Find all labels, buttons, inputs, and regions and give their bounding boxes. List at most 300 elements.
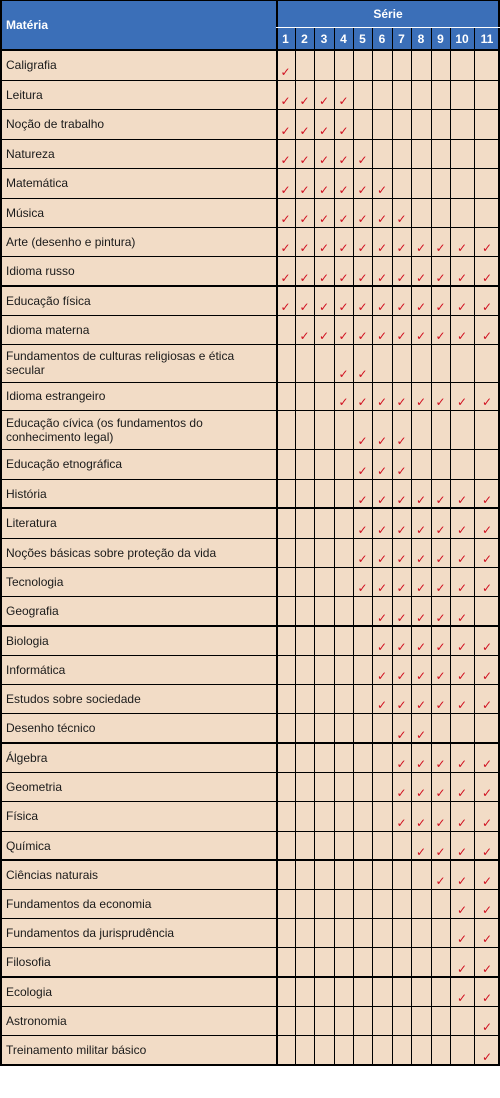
grade-cell <box>314 655 334 684</box>
grade-cell <box>276 889 295 918</box>
check-icon: ✓ <box>299 124 310 138</box>
grade-cell <box>295 538 314 567</box>
check-icon: ✓ <box>415 611 427 625</box>
grade-cell <box>372 626 392 655</box>
check-icon: ✓ <box>280 241 291 255</box>
grade-cell <box>295 801 314 831</box>
check-icon: ✓ <box>396 271 407 285</box>
check-icon: ✓ <box>318 241 330 255</box>
check-icon: ✓ <box>481 395 493 409</box>
grade-cell <box>450 315 474 344</box>
grade-cell <box>334 227 353 256</box>
grade-cell <box>474 801 500 831</box>
grade-cell <box>353 1035 372 1065</box>
grade-cell <box>372 315 392 344</box>
subject-label: Geometria <box>0 772 276 801</box>
grade-cell <box>276 1006 295 1035</box>
check-icon: ✓ <box>415 329 427 343</box>
grade-cell <box>334 655 353 684</box>
grade-cell <box>314 344 334 382</box>
check-icon: ✓ <box>415 552 427 566</box>
check-icon: ✓ <box>456 300 468 314</box>
grid-line-horizontal <box>0 596 500 597</box>
grade-cell <box>314 1035 334 1065</box>
grade-cell <box>334 286 353 315</box>
grade-cell <box>392 508 411 538</box>
grade-cell <box>431 286 450 315</box>
check-icon: ✓ <box>415 786 427 800</box>
grade-cell <box>276 860 295 889</box>
grade-cell <box>392 449 411 479</box>
grade-cell <box>411 713 431 743</box>
grade-cell <box>431 139 450 168</box>
grade-cell <box>372 344 392 382</box>
subject-label: Química <box>0 831 276 860</box>
grade-header: Série <box>276 0 500 27</box>
grade-cell <box>431 256 450 286</box>
subject-label: Fundamentos da economia <box>0 889 276 918</box>
grade-cell <box>353 479 372 508</box>
grade-cell <box>276 315 295 344</box>
grade-cell <box>276 655 295 684</box>
check-icon: ✓ <box>396 212 407 226</box>
grade-cell <box>431 684 450 713</box>
check-icon: ✓ <box>280 94 291 108</box>
grade-cell <box>353 198 372 227</box>
grade-cell <box>392 801 411 831</box>
grid-line-horizontal <box>0 947 500 948</box>
check-icon: ✓ <box>435 874 446 888</box>
grade-cell <box>450 256 474 286</box>
grade-cell <box>474 198 500 227</box>
grade-cell <box>276 977 295 1006</box>
grade-cell <box>392 109 411 139</box>
check-icon: ✓ <box>318 94 330 108</box>
grade-cell <box>372 684 392 713</box>
grid-line-horizontal <box>0 831 500 832</box>
check-icon: ✓ <box>357 183 368 197</box>
check-icon: ✓ <box>357 329 368 343</box>
check-icon: ✓ <box>318 300 330 314</box>
check-icon: ✓ <box>456 640 468 654</box>
grade-cell <box>372 1006 392 1035</box>
check-icon: ✓ <box>481 845 493 859</box>
check-icon: ✓ <box>318 124 330 138</box>
grade-cell <box>372 227 392 256</box>
grid-line-horizontal <box>0 227 500 228</box>
grade-cell <box>295 918 314 947</box>
grade-cell <box>314 109 334 139</box>
grid-line-horizontal <box>0 507 500 509</box>
subject-header: Matéria <box>0 0 276 50</box>
grade-cell <box>474 596 500 626</box>
grade-cell <box>411 1035 431 1065</box>
grade-cell <box>392 889 411 918</box>
grade-cell <box>353 831 372 860</box>
grade-cell <box>474 977 500 1006</box>
check-icon: ✓ <box>376 669 388 683</box>
grid-line-horizontal <box>0 538 500 539</box>
grade-cell <box>392 256 411 286</box>
check-icon: ✓ <box>435 640 446 654</box>
grade-cell <box>353 538 372 567</box>
grade-cell <box>295 139 314 168</box>
grid-line-horizontal <box>0 713 500 714</box>
grade-cell <box>450 772 474 801</box>
grid-line-horizontal <box>0 918 500 919</box>
check-icon: ✓ <box>338 124 349 138</box>
grade-cell <box>372 889 392 918</box>
check-icon: ✓ <box>481 581 493 595</box>
check-icon: ✓ <box>376 698 388 712</box>
grade-cell <box>314 918 334 947</box>
grade-cell <box>334 449 353 479</box>
grid-line-vertical <box>295 27 296 1065</box>
grid-line-vertical <box>276 0 278 1065</box>
grade-cell <box>353 567 372 596</box>
check-icon: ✓ <box>396 611 407 625</box>
grade-cell <box>411 889 431 918</box>
grade-cell <box>276 801 295 831</box>
grade-cell <box>276 198 295 227</box>
check-icon: ✓ <box>396 698 407 712</box>
grade-cell <box>411 256 431 286</box>
check-icon: ✓ <box>299 153 310 167</box>
check-icon: ✓ <box>280 65 291 79</box>
subject-label: Idioma russo <box>0 256 276 286</box>
grade-number-7: 7 <box>392 27 411 50</box>
check-icon: ✓ <box>338 329 349 343</box>
grade-cell <box>314 410 334 449</box>
grade-cell <box>474 508 500 538</box>
grade-cell <box>334 382 353 410</box>
grade-cell <box>474 80 500 109</box>
grade-cell <box>411 198 431 227</box>
grade-cell <box>450 449 474 479</box>
grid-line-horizontal <box>0 80 500 81</box>
grade-cell <box>276 772 295 801</box>
grade-cell <box>276 1035 295 1065</box>
grade-cell <box>295 743 314 772</box>
grade-cell <box>392 198 411 227</box>
check-icon: ✓ <box>415 640 427 654</box>
grade-cell <box>295 772 314 801</box>
grade-cell <box>474 382 500 410</box>
grade-cell <box>474 1006 500 1035</box>
check-icon: ✓ <box>435 757 446 771</box>
grade-cell <box>474 889 500 918</box>
grade-cell <box>334 508 353 538</box>
grade-cell <box>372 977 392 1006</box>
grade-cell <box>372 80 392 109</box>
grade-cell <box>450 227 474 256</box>
grade-cell <box>431 947 450 977</box>
subject-label: Álgebra <box>0 743 276 772</box>
grade-cell <box>450 889 474 918</box>
grade-cell <box>431 508 450 538</box>
grade-cell <box>372 918 392 947</box>
subject-label: Matemática <box>0 168 276 198</box>
grade-cell <box>276 256 295 286</box>
check-icon: ✓ <box>280 153 291 167</box>
grade-cell <box>411 449 431 479</box>
grade-cell <box>431 626 450 655</box>
grade-cell <box>334 198 353 227</box>
check-icon: ✓ <box>280 183 291 197</box>
grade-cell <box>431 860 450 889</box>
grade-cell <box>392 410 411 449</box>
check-icon: ✓ <box>415 728 427 742</box>
grade-cell <box>334 831 353 860</box>
grid-line-horizontal <box>0 625 500 627</box>
grade-cell <box>411 655 431 684</box>
grade-cell <box>314 50 334 80</box>
check-icon: ✓ <box>376 611 388 625</box>
check-icon: ✓ <box>456 962 468 976</box>
grade-cell <box>392 567 411 596</box>
check-icon: ✓ <box>481 552 493 566</box>
grade-cell <box>450 410 474 449</box>
check-icon: ✓ <box>435 493 446 507</box>
subject-label: Idioma materna <box>0 315 276 344</box>
check-icon: ✓ <box>481 757 493 771</box>
grade-cell <box>353 860 372 889</box>
grade-cell <box>276 168 295 198</box>
check-icon: ✓ <box>456 932 468 946</box>
grade-cell <box>392 831 411 860</box>
grade-cell <box>276 918 295 947</box>
grade-cell <box>392 626 411 655</box>
check-icon: ✓ <box>481 493 493 507</box>
grid-line-vertical <box>372 27 373 1065</box>
grade-cell <box>431 168 450 198</box>
check-icon: ✓ <box>396 329 407 343</box>
grade-cell <box>353 977 372 1006</box>
check-icon: ✓ <box>376 523 388 537</box>
subject-label: Caligrafia <box>0 50 276 80</box>
grade-cell <box>392 382 411 410</box>
check-icon: ✓ <box>376 329 388 343</box>
grid-line-vertical <box>474 27 475 1065</box>
grade-cell <box>372 139 392 168</box>
grid-line-horizontal <box>0 1035 500 1036</box>
grid-line-horizontal <box>0 684 500 685</box>
grade-cell <box>276 382 295 410</box>
grade-cell <box>314 947 334 977</box>
check-icon: ✓ <box>396 640 407 654</box>
grid-line-horizontal <box>0 449 500 450</box>
grade-cell <box>334 109 353 139</box>
check-icon: ✓ <box>376 300 388 314</box>
grade-cell <box>372 947 392 977</box>
check-icon: ✓ <box>481 816 493 830</box>
grade-cell <box>334 410 353 449</box>
check-icon: ✓ <box>435 669 446 683</box>
grade-cell <box>276 139 295 168</box>
check-icon: ✓ <box>376 271 388 285</box>
check-icon: ✓ <box>481 786 493 800</box>
check-icon: ✓ <box>435 395 446 409</box>
grade-cell <box>334 860 353 889</box>
grid-line-horizontal <box>0 344 500 345</box>
check-icon: ✓ <box>376 183 388 197</box>
check-icon: ✓ <box>481 241 493 255</box>
grade-cell <box>295 626 314 655</box>
check-icon: ✓ <box>456 845 468 859</box>
check-icon: ✓ <box>357 523 368 537</box>
check-icon: ✓ <box>338 395 349 409</box>
check-icon: ✓ <box>396 493 407 507</box>
grade-cell <box>450 286 474 315</box>
check-icon: ✓ <box>481 698 493 712</box>
check-icon: ✓ <box>338 241 349 255</box>
grade-cell <box>431 801 450 831</box>
grade-cell <box>431 772 450 801</box>
subject-label: Educação etnográfica <box>0 449 276 479</box>
grade-cell <box>314 626 334 655</box>
grade-cell <box>314 382 334 410</box>
subject-label: Noção de trabalho <box>0 109 276 139</box>
grade-cell <box>314 449 334 479</box>
grade-cell <box>353 626 372 655</box>
grade-cell <box>431 713 450 743</box>
subject-label: Física <box>0 801 276 831</box>
check-icon: ✓ <box>415 698 427 712</box>
grade-cell <box>411 918 431 947</box>
grade-cell <box>334 479 353 508</box>
check-icon: ✓ <box>299 183 310 197</box>
grade-cell <box>353 655 372 684</box>
grade-cell <box>392 315 411 344</box>
grade-cell <box>372 538 392 567</box>
subject-label: Noções básicas sobre proteção da vida <box>0 538 276 567</box>
subject-label: Arte (desenho e pintura) <box>0 227 276 256</box>
grade-cell <box>295 508 314 538</box>
check-icon: ✓ <box>280 124 291 138</box>
grade-cell <box>450 860 474 889</box>
check-icon: ✓ <box>456 698 468 712</box>
grade-cell <box>334 947 353 977</box>
grade-cell <box>372 801 392 831</box>
check-icon: ✓ <box>456 786 468 800</box>
grade-cell <box>431 1035 450 1065</box>
grade-cell <box>474 109 500 139</box>
grade-cell <box>392 743 411 772</box>
check-icon: ✓ <box>338 94 349 108</box>
grade-cell <box>334 344 353 382</box>
grid-line-vertical <box>411 27 412 1065</box>
grid-line-horizontal <box>0 109 500 110</box>
grid-line-horizontal <box>0 382 500 383</box>
grade-cell <box>295 567 314 596</box>
check-icon: ✓ <box>357 271 368 285</box>
check-icon: ✓ <box>435 698 446 712</box>
check-icon: ✓ <box>456 271 468 285</box>
grid-line-horizontal <box>0 655 500 656</box>
grid-line-horizontal <box>0 889 500 890</box>
check-icon: ✓ <box>357 241 368 255</box>
check-icon: ✓ <box>338 367 349 381</box>
grade-cell <box>295 596 314 626</box>
grade-cell <box>372 198 392 227</box>
grade-cell <box>450 801 474 831</box>
check-icon: ✓ <box>357 581 368 595</box>
check-icon: ✓ <box>318 329 330 343</box>
grade-cell <box>431 344 450 382</box>
grade-cell <box>450 831 474 860</box>
grade-cell <box>295 168 314 198</box>
check-icon: ✓ <box>456 581 468 595</box>
check-icon: ✓ <box>435 581 446 595</box>
check-icon: ✓ <box>456 395 468 409</box>
grade-cell <box>276 626 295 655</box>
grade-cell <box>353 449 372 479</box>
grade-cell <box>353 315 372 344</box>
grade-cell <box>276 567 295 596</box>
check-icon: ✓ <box>338 212 349 226</box>
grade-cell <box>314 684 334 713</box>
grade-cell <box>450 567 474 596</box>
grade-cell <box>295 449 314 479</box>
grade-cell <box>353 596 372 626</box>
grade-cell <box>276 50 295 80</box>
grade-cell <box>411 315 431 344</box>
grade-cell <box>334 538 353 567</box>
grade-cell <box>372 743 392 772</box>
subject-label: Ciências naturais <box>0 860 276 889</box>
grade-cell <box>411 626 431 655</box>
subject-label: Idioma estrangeiro <box>0 382 276 410</box>
grade-cell <box>431 743 450 772</box>
check-icon: ✓ <box>357 434 368 448</box>
grade-cell <box>276 109 295 139</box>
grade-cell <box>431 567 450 596</box>
subject-label: Desenho técnico <box>0 713 276 743</box>
grade-cell <box>411 538 431 567</box>
subject-label: História <box>0 479 276 508</box>
check-icon: ✓ <box>299 241 310 255</box>
grade-cell <box>334 977 353 1006</box>
check-icon: ✓ <box>396 552 407 566</box>
check-icon: ✓ <box>396 300 407 314</box>
grade-cell <box>392 168 411 198</box>
grade-cell <box>334 256 353 286</box>
grade-cell <box>295 382 314 410</box>
check-icon: ✓ <box>376 434 388 448</box>
grade-number-11: 11 <box>474 27 500 50</box>
grade-cell <box>372 256 392 286</box>
grade-cell <box>431 449 450 479</box>
grade-cell <box>431 538 450 567</box>
grade-cell <box>353 801 372 831</box>
grade-cell <box>450 947 474 977</box>
subject-label: Filosofia <box>0 947 276 977</box>
grade-cell <box>295 684 314 713</box>
grade-cell <box>353 508 372 538</box>
grade-cell <box>372 479 392 508</box>
grade-cell <box>450 626 474 655</box>
grade-cell <box>334 596 353 626</box>
grade-cell <box>295 479 314 508</box>
grade-cell <box>411 508 431 538</box>
check-icon: ✓ <box>357 367 368 381</box>
grade-cell <box>474 449 500 479</box>
grade-cell <box>392 139 411 168</box>
grade-cell <box>411 772 431 801</box>
check-icon: ✓ <box>376 395 388 409</box>
check-icon: ✓ <box>376 640 388 654</box>
grade-cell <box>372 382 392 410</box>
